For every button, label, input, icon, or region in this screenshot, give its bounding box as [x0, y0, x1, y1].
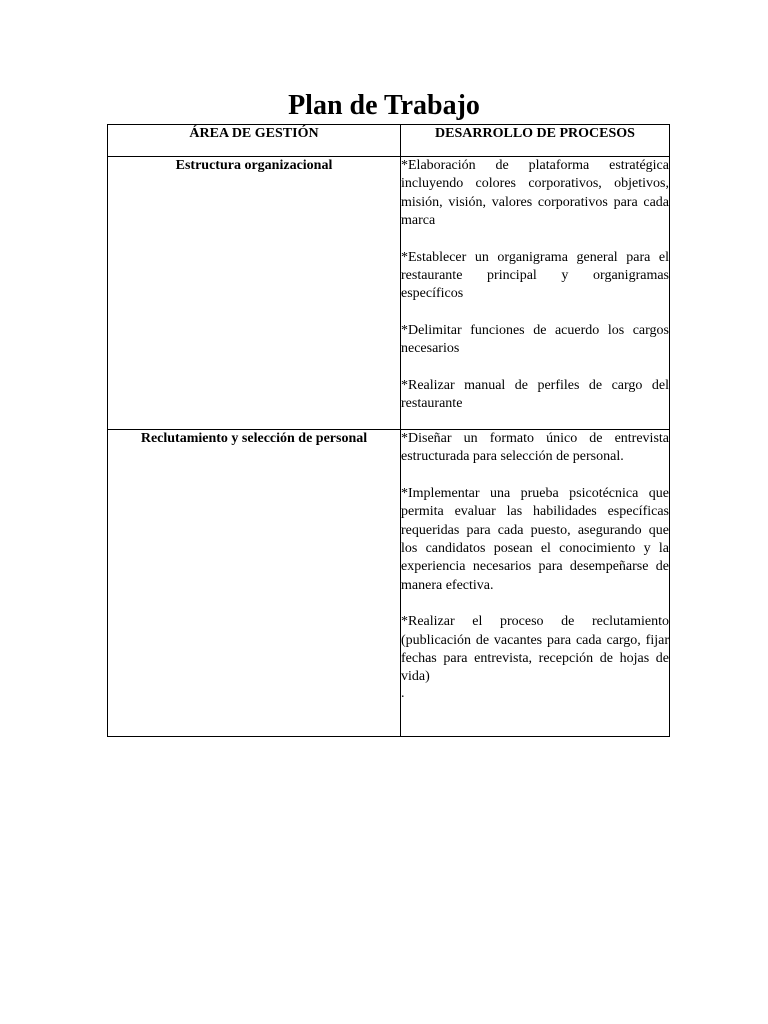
area-cell: Estructura organizacional	[108, 157, 401, 430]
work-plan-table	[107, 124, 670, 737]
proceso-item: *Delimitar funciones de acuerdo los cargos necesarios	[401, 322, 669, 357]
procesos-cell	[401, 430, 670, 737]
proceso-item: *Elaboración de plataforma estratégica incluyendo colores corporativos, objetivos, misión, visión, valores corporativos para cada marca	[401, 158, 669, 229]
area-cell: Reclutamiento y selección de personal	[108, 430, 401, 737]
header-procesos: DESARROLLO DE PROCESOS	[401, 125, 670, 157]
procesos-cell	[401, 157, 670, 430]
proceso-item: *Realizar el proceso de reclutamiento (publicación de vacantes para cada cargo, fijar fechas para entrevista, recepción de hojas de vida)	[401, 614, 669, 685]
document-title: Plan de Trabajo	[288, 90, 480, 121]
proceso-item: *Diseñar un formato único de entrevista estructurada para selección de personal.	[401, 431, 669, 465]
table-row	[108, 157, 670, 430]
proceso-item: *Implementar una prueba psicotécnica que permita evaluar las habilidades específicas requeridas para cada puesto, asegurando que los candidatos posean el conocimiento y la experiencia necesarios para desempeñarse de manera efectiva.	[401, 485, 669, 593]
header-area: ÁREA DE GESTIÓN	[108, 125, 401, 157]
proceso-item: *Realizar manual de perfiles de cargo del restaurante	[401, 377, 669, 412]
table-row	[108, 430, 670, 737]
proceso-item: .	[401, 685, 405, 701]
table-header-row	[108, 125, 670, 157]
proceso-item: *Establecer un organigrama general para el restaurante principal y organigramas específicos	[401, 249, 669, 302]
